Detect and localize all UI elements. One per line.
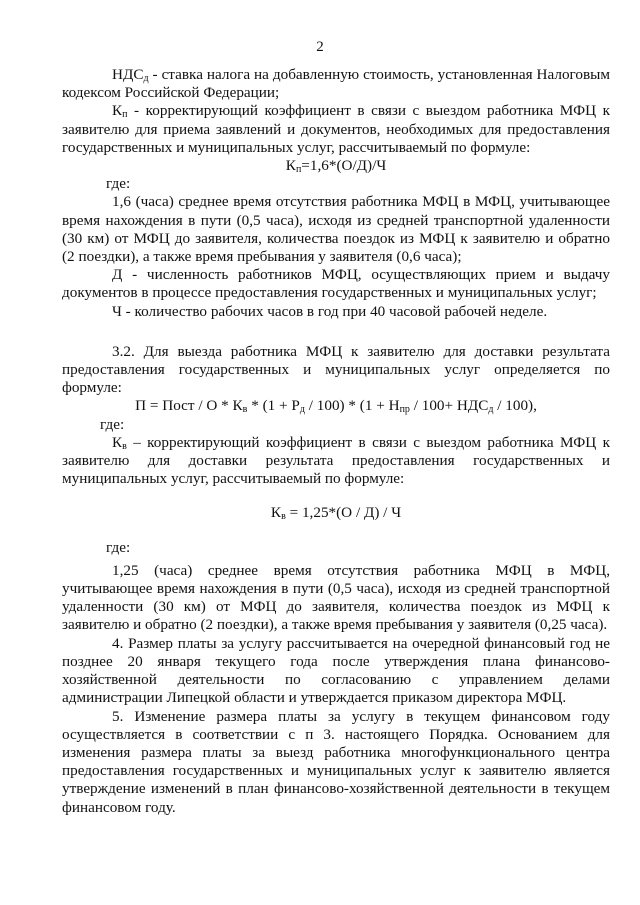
- formula-p-part-c: / 100) * (1 + Н: [304, 397, 400, 415]
- item-1-6-hours: 1,6 (часа) среднее время отсутствия работника МФЦ в МФЦ, учитывающее время нахождения в пути (0,5 часа), исходя из средней транспортной удаленности (30 км) от МФЦ до заявителя, количества поездок из МФЦ к заявителю и обратно (2 поездки), а также время пребывания у заявителя (0,6 часа);: [62, 193, 610, 266]
- formula-kv-rhs: = 1,25*(О / Д) / Ч: [285, 504, 402, 522]
- definition-kv-text: – корректирующий коэффициент в связи с выездом работника МФЦ к заявителю для доставки результата предоставления государственных и муниципальных услуг, рассчитываемый по формуле:: [62, 433, 610, 488]
- definition-kv: [62, 434, 610, 489]
- formula-kp-subscript: п: [295, 164, 302, 176]
- section-3-2: 3.2. Для выезда работника МФЦ к заявителю для доставки результата предоставления государственных и муниципальных услуг определяется по формуле:: [62, 342, 610, 397]
- formula-p: [62, 397, 610, 415]
- where-label-1: где:: [106, 175, 131, 193]
- section-5: 5. Изменение размера платы за услугу в текущем финансовом году осуществляется в соответствии с п 3. настоящего Порядка. Основанием для изменения размера платы за выезд работника многофункционального центра предоставления государственных и муниципальных услуг к заявителю является утверждение изменений в план финансово-хозяйственной деятельности в текущем финансовом году.: [62, 707, 610, 816]
- formula-kv: [62, 504, 610, 522]
- formula-kp-rhs: =1,6*(О/Д)/Ч: [301, 157, 387, 175]
- formula-p-sub-b: д: [299, 404, 305, 416]
- symbol-kv: К: [112, 433, 123, 451]
- formula-kv-symbol: К: [270, 504, 282, 522]
- where-label-3: где:: [106, 538, 131, 556]
- formula-p-part-a: П = Пост / О * К: [135, 397, 243, 415]
- formula-kv-subscript: в: [281, 511, 286, 523]
- document-body: [62, 66, 610, 817]
- formula-p-sub-d: д: [488, 404, 494, 416]
- definition-nds: [62, 66, 610, 102]
- formula-kp-symbol: К: [285, 157, 296, 175]
- section-4: 4. Размер платы за услугу рассчитывается на очередной финансовый год не позднее 20 января текущего года после утверждения плана финансово-хозяйственной деятельности по согласованию с управлением делами администрации Липецкой области и утверждается приказом директора МФЦ.: [62, 634, 610, 707]
- symbol-nds-subscript: д: [143, 73, 149, 84]
- formula-p-sub-c: пр: [399, 404, 410, 416]
- item-ch-hours: Ч - количество рабочих часов в год при 40 часовой рабочей неделе.: [112, 302, 548, 320]
- symbol-kv-subscript: в: [122, 440, 127, 452]
- page-number: 2: [316, 39, 324, 55]
- symbol-kp: К: [112, 102, 123, 120]
- formula-p-part-b: * (1 + Р: [247, 397, 300, 415]
- where-label-2: где:: [100, 415, 125, 433]
- definition-kp-text: - корректирующий коэффициент в связи с выездом работника МФЦ к заявителю для приема заявлений и документов, необходимых для предоставления государственных и муниципальных услуг, рассчитываемый по формуле:: [62, 102, 610, 156]
- formula-kp: [62, 157, 610, 175]
- formula-p-sub-a: в: [242, 404, 248, 416]
- symbol-nds: НДС: [112, 66, 144, 83]
- formula-p-part-e: / 100),: [493, 397, 537, 415]
- item-d-staff: Д - численность работников МФЦ, осуществляющих прием и выдачу документов в процессе предоставления государственных и муниципальных услуг;: [62, 266, 610, 302]
- symbol-kp-subscript: п: [122, 109, 128, 121]
- formula-p-part-d: / 100+ НДС: [409, 397, 489, 415]
- item-1-25-hours: 1,25 (часа) среднее время отсутствия работника МФЦ в МФЦ, учитывающее время нахождения в пути (0,5 часа), исходя из средней транспортной удаленности (30 км) от МФЦ до заявителя, количества поездок из МФЦ к заявителю и обратно (2 поездки), а также время пребывания у заявителя (0,25 часа).: [62, 561, 610, 634]
- definition-kp: [62, 102, 610, 157]
- definition-nds-text: - ставка налога на добавленную стоимость, установленная Налоговым кодексом Российской Федерации;: [62, 66, 610, 102]
